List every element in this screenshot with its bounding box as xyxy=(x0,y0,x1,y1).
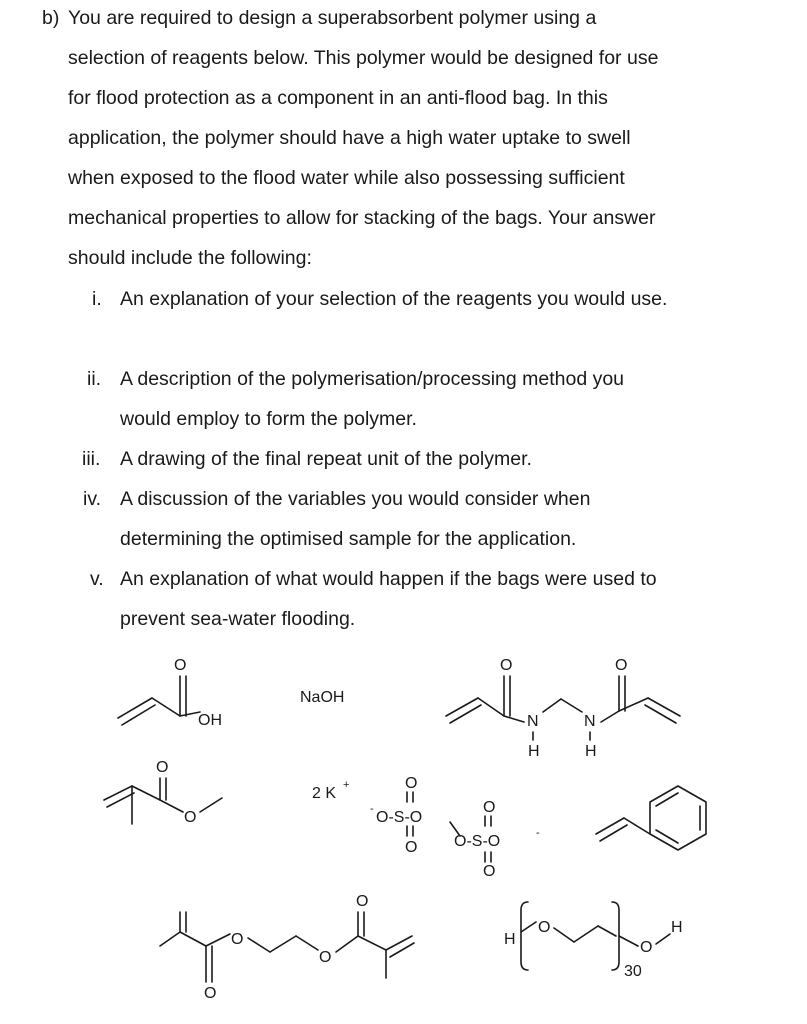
atom-label: O xyxy=(538,919,551,936)
atom-label: O xyxy=(500,657,513,674)
item-number: ii. xyxy=(87,368,102,390)
intro-line: You are required to design a superabsorbent polymer using a xyxy=(68,7,597,29)
charge-label: - xyxy=(536,827,540,839)
atom-label: N xyxy=(584,713,596,730)
item-text: An explanation of your selection of the reagents you would use. xyxy=(120,288,668,310)
atom-label: O xyxy=(156,759,169,776)
atom-label: O xyxy=(184,809,197,826)
atom-label: OH xyxy=(198,712,222,729)
item-number: i. xyxy=(92,288,102,310)
atom-label: O-S-O xyxy=(454,833,501,850)
atom-label: H xyxy=(585,743,597,760)
atom-label: O xyxy=(483,863,496,880)
styrene-structure xyxy=(596,786,706,850)
atom-label: O xyxy=(174,657,187,674)
item-number: iv. xyxy=(83,488,102,510)
item-text: prevent sea-water flooding. xyxy=(120,608,356,630)
intro-line: when exposed to the flood water while also possessing sufficient xyxy=(68,167,625,189)
atom-label: O xyxy=(405,839,418,856)
intro-line: should include the following: xyxy=(68,247,312,269)
methyl-methacrylate-structure xyxy=(104,759,222,826)
item-text: An explanation of what would happen if the bags were used to xyxy=(120,568,657,590)
charge-label: - xyxy=(370,803,374,815)
item-number: v. xyxy=(90,568,104,590)
atom-label: O xyxy=(204,985,217,1002)
intro-line: mechanical properties to allow for stacking of the bags. Your answer xyxy=(68,207,656,229)
charge-label: + xyxy=(343,779,350,791)
atom-label: H xyxy=(504,931,516,948)
atom-label: H xyxy=(671,919,683,936)
peg-structure xyxy=(504,902,683,980)
acrylic-acid-structure xyxy=(118,657,222,729)
atom-label: N xyxy=(527,713,539,730)
atom-label: O xyxy=(615,657,628,674)
naoh-label: NaOH xyxy=(300,689,345,706)
atom-label: O-S-O xyxy=(376,809,423,826)
item-number: iii. xyxy=(82,448,101,470)
mba-structure xyxy=(446,657,680,760)
atom-label: O xyxy=(319,949,332,966)
repeat-count: 30 xyxy=(624,963,642,980)
intro-line: application, the polymer should have a high water uptake to swell xyxy=(68,127,631,149)
atom-label: O xyxy=(405,775,418,792)
persulfate-structure xyxy=(312,775,540,880)
atom-label: O xyxy=(231,931,244,948)
atom-label: O xyxy=(356,893,369,910)
egdma-structure xyxy=(160,893,414,1002)
counterion-label: 2 K xyxy=(312,785,337,802)
item-text: A discussion of the variables you would consider when xyxy=(120,488,591,510)
item-text: would employ to form the polymer. xyxy=(120,408,417,430)
item-text: A description of the polymerisation/processing method you xyxy=(120,368,625,390)
question-label: b) xyxy=(42,7,60,29)
item-text: determining the optimised sample for the application. xyxy=(120,528,577,550)
atom-label: O xyxy=(483,799,496,816)
intro-line: for flood protection as a component in an anti-flood bag. In this xyxy=(68,87,608,109)
atom-label: O xyxy=(640,939,653,956)
intro-line: selection of reagents below. This polymer would be designed for use xyxy=(68,47,659,69)
atom-label: H xyxy=(528,743,540,760)
item-text: A drawing of the final repeat unit of the polymer. xyxy=(120,448,532,470)
